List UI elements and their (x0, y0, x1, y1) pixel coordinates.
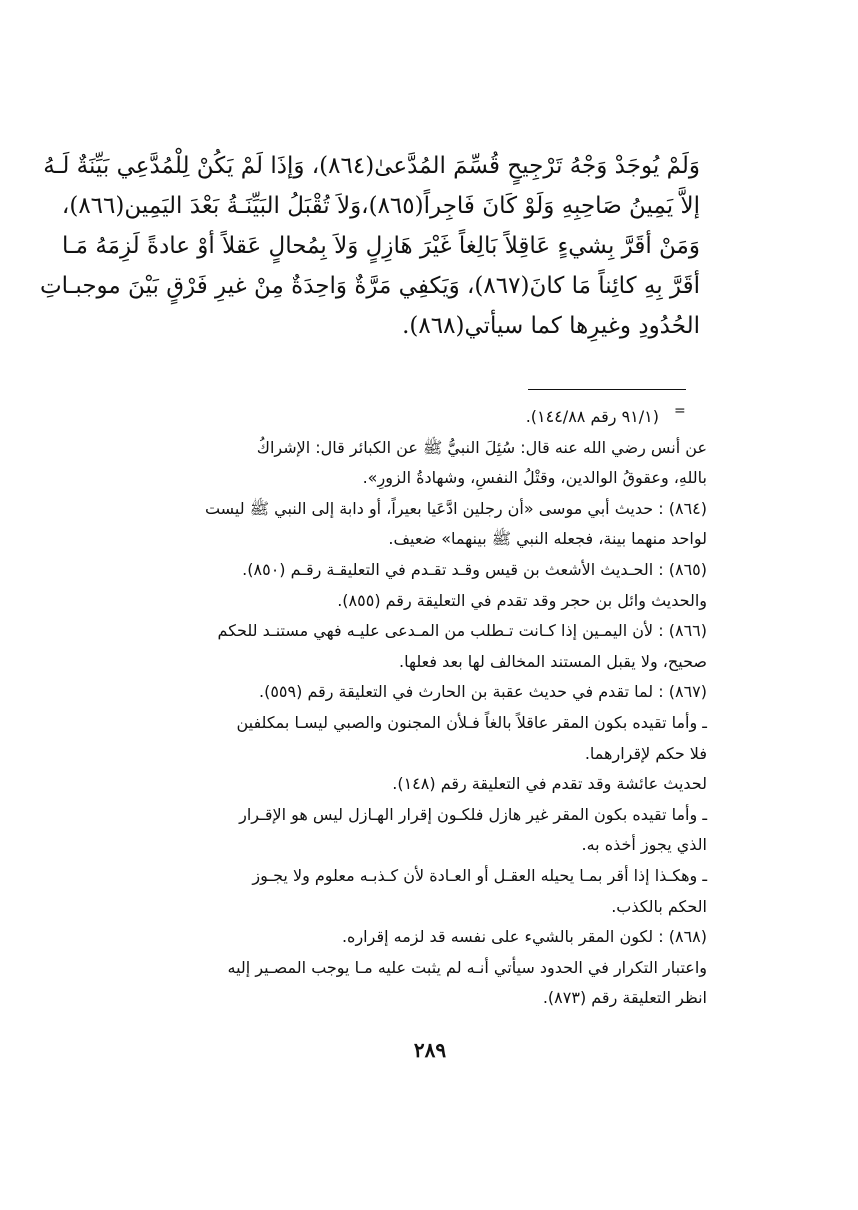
footnote-line: الحكم بالكذب. (611, 896, 707, 916)
footnote-line: (٨٦٨) : لكون المقر بالشيء على نفسه قد لزمه إقراره. (341, 927, 707, 947)
footnote-line: واعتبار التكرار في الحدود سيأتي أنـه لم يثبت عليه مـا يوجب المصـير إليه (227, 957, 707, 977)
footnote-line: صحيح، ولا يقبل المستند المخالف لها بعد فعلها. (399, 651, 707, 671)
footnote-line: عن أنس رضي الله عنه قال: سُئِلَ النبيُّ ﷺ عن الكبائر قال: الإشراكُ (256, 437, 707, 457)
footnote-line: انظر التعليقة رقم (٨٧٣). (542, 988, 707, 1008)
main-text-line: أقَرَّ بِهِ كائِناً مَا كانَ(٨٦٧)، وَيَكفِي مَرَّةٌ وَاحِدَةٌ مِنْ غيرِ فَرْقٍ بَيْنَ موجبـاتِ (39, 273, 700, 299)
main-text-block (39, 146, 700, 346)
footnote-line: لواحد منهما بينة، فجعله النبي ﷺ بينهما» ضعيف. (388, 529, 707, 549)
main-text-line: الحُدُودِ وغيرِها كما سيأتي(٨٦٨). (402, 313, 700, 339)
footnote-line: ـ وهكـذا إذا أقر بمـا يحيله العقـل أو العـادة لأن كـذبـه معلوم ولا يجـوز (252, 865, 707, 885)
footnote-line: (٨٦٦) : لأن اليمـين إذا كـانت تـطلب من المـدعى عليـه فهي مستنـد للحكم (217, 621, 707, 641)
footnote-line: (٩١/١ رقم ١٤٤/٨٨). (525, 407, 659, 426)
main-text-line: وَمَنْ أقَرَّ بِشيءٍ عَاقِلاً بَالِغاً غَيْرَ هَازِلٍ وَلاَ بِمُحالٍ عَقلاً أوْ عادةً لَزِمَهُ مَـا (61, 233, 700, 259)
footnote-line: فلا حكم لإقرارهما. (584, 743, 707, 763)
footnote-line: (٨٦٧) : لما تقدم في حديث عقبة بن الحارث في التعليقة رقم (٥٥٩). (259, 682, 707, 702)
footnote-line: باللهِ، وعقوقُ الوالدين، وقتْلُ النفسِ، وشهادةُ الزورِ». (362, 468, 707, 488)
main-text-line: وَلَمْ يُوجَدْ وَجْهُ تَرْجِيحٍ قُسِّمَ المُدَّعىٰ(٨٦٤)، وَإذَا لَمْ يَكُنْ لِلْمُدَّعِي بَيِّنَةٌ لَـهُ (43, 153, 700, 179)
footnote-line: ـ وأما تقيده بكون المقر عاقلاً بالغاً فـلأن المجنون والصبي ليسـا بمكلفين (236, 712, 707, 732)
footnote-line: لحديث عائشة وقد تقدم في التعليقة رقم (١٤٨). (392, 774, 707, 794)
footnotes-block (155, 402, 707, 1014)
footnote-line: (٨٦٥) : الحـديث الأشعث بن قيس وقـد تقـدم في التعليقـة رقـم (٨٥٠). (242, 559, 707, 579)
footnote-line: (٨٦٤) : حديث أبي موسى «أن رجلين ادَّعَيا بعيراً، أو دابة إلى النبي ﷺ ليست (204, 498, 707, 518)
page-number: ٢٨٩ (413, 1038, 447, 1062)
footnote-line: ـ وأما تقيده بكون المقر غير هازل فلكـون إقرار الهـازل ليس هو الإقـرار (239, 804, 707, 824)
footnote-separator (528, 389, 686, 390)
continuation-marker: = (674, 403, 686, 419)
footnote-line: والحديث وائل بن حجر وقد تقدم في التعليقة رقم (٨٥٥). (337, 590, 707, 610)
main-text-line: إلاَّ يَمِينُ صَاحِبِهِ وَلَوْ كَانَ فَاجِراً(٨٦٥)،وَلاَ تُقْبَلُ البَيِّنَـةُ بَعْدَ اليَمِين(٨٦٦)، (61, 193, 700, 219)
footnote-line: الذي يجوز أخذه به. (581, 835, 707, 855)
